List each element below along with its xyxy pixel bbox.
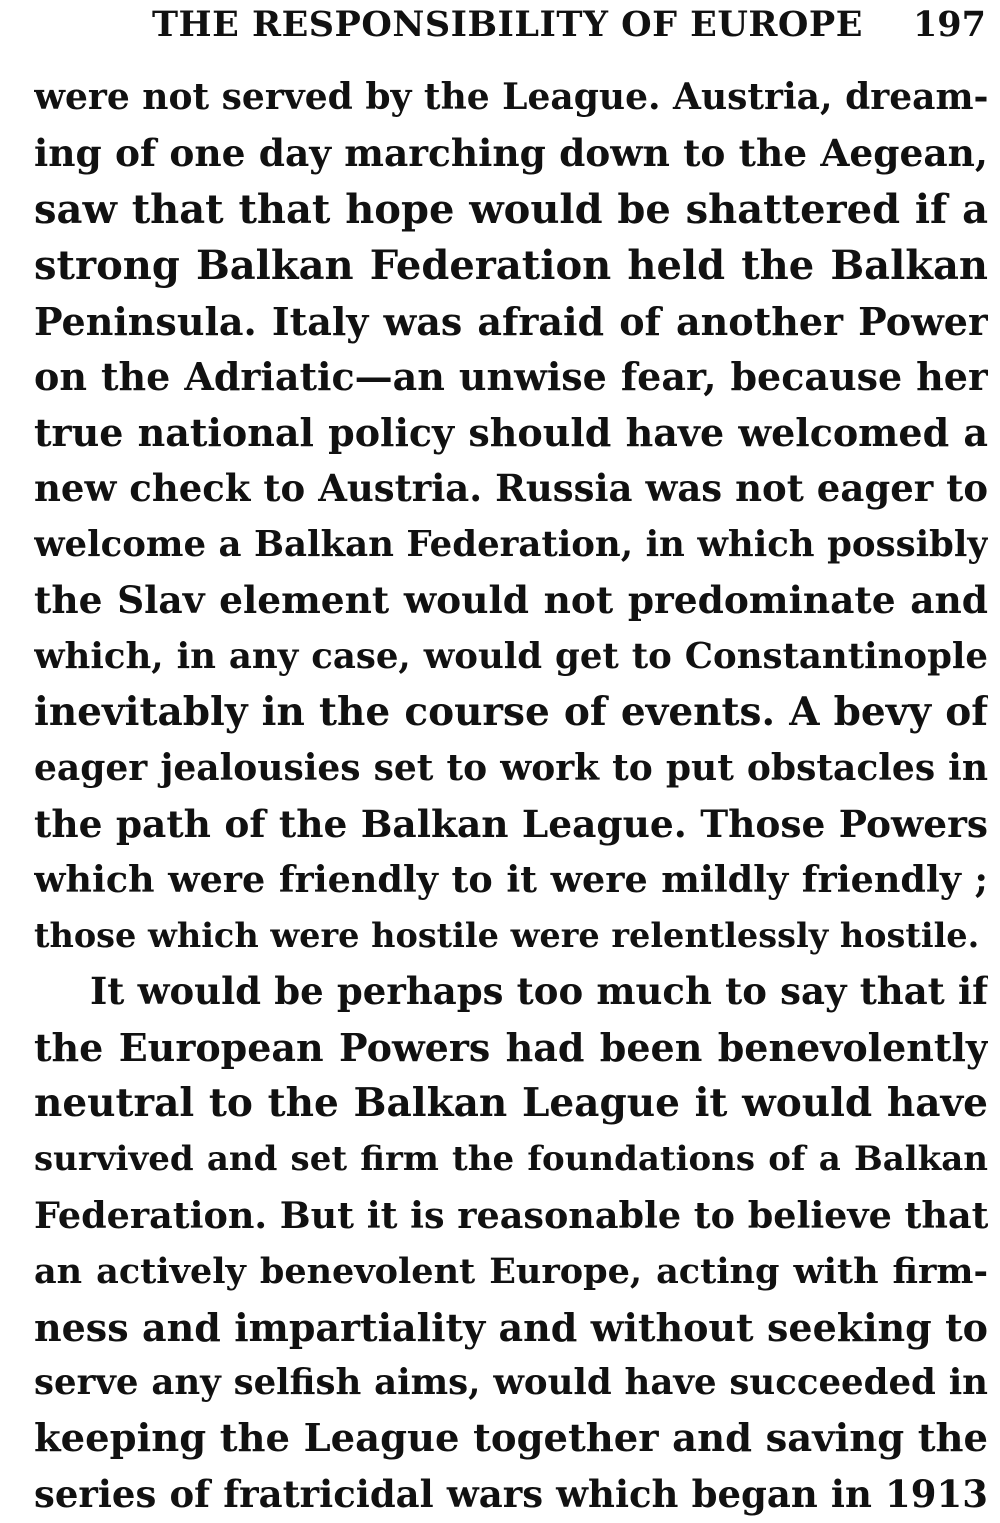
- running-title: THE RESPONSIBILITY OF EUROPE: [152, 4, 863, 45]
- text-line: strong Balkan Federation held the Balkan: [34, 241, 988, 289]
- running-head: [0, 2, 1000, 48]
- text-line: which were friendly to it were mildly friendly ;: [34, 858, 988, 902]
- text-line: keeping the League together and saving the: [34, 1416, 988, 1462]
- text-line: series of fratricidal wars which began in 1913: [34, 1472, 988, 1517]
- body-text: [34, 70, 988, 1523]
- text-line: welcome a Balkan Federation, in which possibly: [34, 524, 988, 566]
- text-line: Peninsula. Italy was afraid of another Power: [34, 298, 988, 344]
- text-line: saw that that hope would be shattered if a: [34, 185, 988, 233]
- text-line: the Slav element would not predominate and: [34, 578, 988, 623]
- text-line: ing of one day marching down to the Aegean,: [34, 130, 988, 175]
- text-line: serve any selfish aims, would have succeeded in: [34, 1362, 988, 1404]
- text-line: It would be perhaps too much to say that if: [90, 969, 988, 1014]
- text-line: true national policy should have welcomed a: [34, 410, 988, 456]
- text-line: the European Powers had been benevolently: [34, 1025, 988, 1071]
- text-line: an actively benevolent Europe, acting with firm-: [34, 1250, 988, 1292]
- text-line: new check to Austria. Russia was not eager to: [34, 466, 988, 511]
- text-line: survived and set firm the foundations of a Balkan: [34, 1138, 988, 1179]
- text-line: those which were hostile were relentlessly hostile.: [34, 916, 980, 956]
- text-line: the path of the Balkan League. Those Powers: [34, 801, 988, 846]
- text-line: which, in any case, would get to Constantinople: [34, 635, 988, 677]
- text-line: were not served by the League. Austria, dream-: [34, 76, 988, 118]
- text-line: inevitably in the course of events. A bevy of: [34, 688, 988, 735]
- text-line: ness and impartiality and without seeking to: [34, 1304, 988, 1350]
- text-line: Federation. But it is reasonable to believe that: [34, 1193, 988, 1237]
- text-line: neutral to the Balkan League it would have: [34, 1080, 988, 1127]
- text-line: on the Adriatic—an unwise fear, because her: [34, 354, 988, 400]
- text-line: eager jealousies set to work to put obstacles in: [34, 746, 988, 789]
- page-number: 197: [912, 4, 986, 45]
